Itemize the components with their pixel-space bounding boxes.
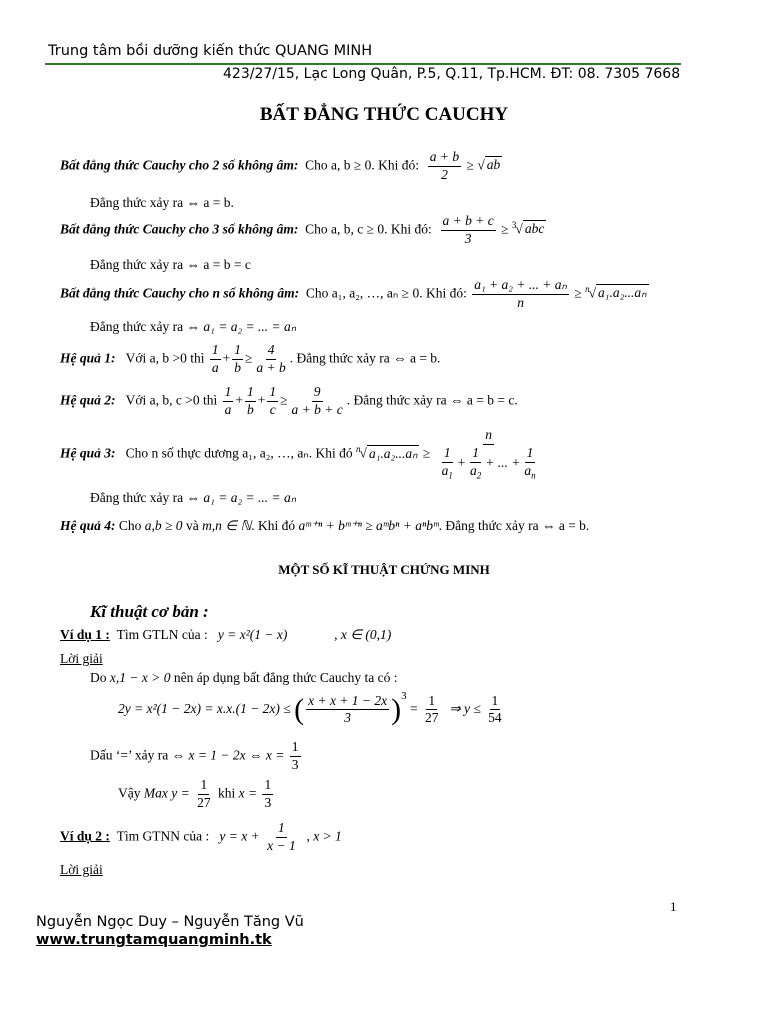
vi-du-1-premise: Do x,1 − x > 0 nên áp dụng bất đẳng thức Cauchy ta có : bbox=[90, 670, 398, 685]
cauchy-n-root: a₁.a₂...aₙ bbox=[598, 285, 647, 301]
he-qua-3-equality: Đẳng thức xảy ra ⇔ a₁ = a₂ = ... = aₙ bbox=[90, 490, 297, 505]
cauchy-2-label: Bất đẳng thức Cauchy cho 2 số không âm: bbox=[60, 157, 299, 173]
vi-du-1-solution-label: Lời giải bbox=[60, 651, 103, 666]
he-qua-4-line: Hệ quả 4: Cho a,b ≥ 0 và m,n ∈ ℕ. Khi đó aᵐ⁺ⁿ + bᵐ⁺ⁿ ≥ aᵐbⁿ + aⁿbᵐ. Đẳng thức xảy ra ⇔ a = b. bbox=[60, 518, 590, 533]
subsection-title: Kĩ thuật cơ bản : bbox=[90, 602, 209, 621]
page-title: BẤT ĐẲNG THỨC CAUCHY bbox=[259, 104, 509, 125]
he-qua-3-fraction: n $\frac{1}{a_1}$ + $\frac{1}{a_2}$ + ... + $\frac{1}{a_n}$ bbox=[441, 427, 536, 481]
cauchy-2-text: Cho a, b ≥ 0. Khi đó: bbox=[305, 157, 420, 173]
cauchy-2-line: Bất đẳng thức Cauchy cho 2 số không âm: Cho a, b ≥ 0. Khi đó: $\frac{a + b}{2}$ ≥ √ ab bbox=[60, 149, 501, 182]
cauchy-3-equality: Đẳng thức xảy ra ⇔ a = b = c bbox=[90, 257, 251, 272]
section-title: MỘT SỐ KĨ THUẬT CHỨNG MINH bbox=[278, 562, 490, 577]
cauchy-2-fraction: $\frac{a + b}{2}$ bbox=[429, 149, 460, 182]
he-qua-3-line: Hệ quả 3: Cho n số thực dương a₁, a₂, …, aₙ. Khi đó $^n$√ a₁.a₂...aₙ ≥ n $\frac{1}{a_1}$ + $\frac{1}{a_2}$ + ... + $\frac{1}{a_n}$ bbox=[60, 428, 544, 481]
vi-du-1-conclusion: Vậy Max y = $\frac{1}{27}$ khi x = $\frac{1}{3}$ bbox=[118, 777, 272, 810]
cauchy-3-root: abc bbox=[524, 221, 545, 237]
vi-du-1-line: Ví dụ 1 : Tìm GTLN của : y = x²(1 − x) , x ∈ (0,1) bbox=[60, 627, 392, 642]
cauchy-n-fraction: $\frac{\text{a₁ + a₂ + ... + aₙ}}{n}$ bbox=[474, 277, 567, 310]
he-qua-4-label: Hệ quả 4: bbox=[60, 518, 116, 533]
he-qua-1-label: Hệ quả 1: bbox=[60, 350, 116, 366]
header-divider bbox=[45, 63, 681, 65]
page-number: 1 bbox=[670, 899, 677, 914]
vi-du-1-inequality: 2y = x²(1 − 2x) = x.x.(1 − 2x) ≤ ( $\frac{x + x + 1 - 2x}{3}$ )$^3$ = $\frac{1}{27}$ ⇒ y ≤ $\frac{1}{54}$ bbox=[118, 690, 502, 726]
he-qua-3-label: Hệ quả 3: bbox=[60, 445, 116, 461]
vi-du-2-solution-label: Lời giải bbox=[60, 862, 103, 877]
cauchy-3-text: Cho a, b, c ≥ 0. Khi đó: bbox=[305, 221, 432, 237]
cauchy-3-fraction: $\frac{a + b + c}{3}$ bbox=[442, 213, 494, 246]
he-qua-1-line: Hệ quả 1: Với a, b >0 thì $\frac{1}{a}$ + $\frac{1}{b}$ ≥ $\frac{4}{a + b}$ . Đẳng thức xảy ra ⇔ a = b. bbox=[60, 342, 441, 375]
cauchy-n-equality: Đẳng thức xảy ra ⇔ a₁ = a₂ = ... = aₙ bbox=[90, 319, 297, 334]
he-qua-2-label: Hệ quả 2: bbox=[60, 392, 116, 408]
center-name: Trung tâm bồi dưỡng kiến thức QUANG MINH bbox=[48, 43, 373, 59]
vi-du-1-label: Ví dụ 1 : bbox=[60, 627, 110, 642]
vi-du-2-line: Ví dụ 2 : Tìm GTNN của : y = x + $\frac{1}{x - 1}$ , x > 1 bbox=[60, 820, 342, 853]
vi-du-1-equality-condition: Dấu ‘=’ xảy ra ⇔ x = 1 − 2x ⇔ x = $\frac{1}{3}$ bbox=[90, 739, 299, 772]
cauchy-n-line: Bất đẳng thức Cauchy cho n số không âm: Cho a₁, a₂, …, aₙ ≥ 0. Khi đó: $\frac{\text{a₁ + a₂ + ... + aₙ}}{n}$ ≥ $^n$√ a₁.a₂...aₙ bbox=[60, 277, 647, 310]
vi-du-2-label: Ví dụ 2 : bbox=[60, 828, 110, 844]
cauchy-3-line: Bất đẳng thức Cauchy cho 3 số không âm: Cho a, b, c ≥ 0. Khi đó: $\frac{a + b + c}{3}$ ≥ $^3$√ abc bbox=[60, 213, 545, 246]
footer-authors: Nguyễn Ngọc Duy – Nguyễn Tăng Vũ bbox=[36, 914, 304, 930]
cauchy-n-label: Bất đẳng thức Cauchy cho n số không âm: bbox=[60, 285, 300, 301]
center-address: 423/27/15, Lạc Long Quân, P.5, Q.11, Tp.HCM. ĐT: 08. 7305 7668 bbox=[223, 66, 681, 82]
footer-website-link[interactable]: www.trungtamquangminh.tk bbox=[36, 932, 272, 948]
cauchy-2-equality: Đẳng thức xảy ra ⇔ a = b. bbox=[90, 195, 234, 210]
cauchy-n-text: Cho a₁, a₂, …, aₙ ≥ 0. Khi đó: bbox=[305, 285, 467, 301]
he-qua-2-line: Hệ quả 2: Với a, b, c >0 thì $\frac{1}{a}$ + $\frac{1}{b}$ + $\frac{1}{c}$ ≥ $\frac{9}{a + b + c}$ . Đẳng thức xảy ra ⇔ a = b = c. bbox=[60, 384, 518, 417]
cauchy-3-label: Bất đẳng thức Cauchy cho 3 số không âm: bbox=[60, 221, 299, 237]
cauchy-2-root: ab bbox=[486, 157, 501, 173]
